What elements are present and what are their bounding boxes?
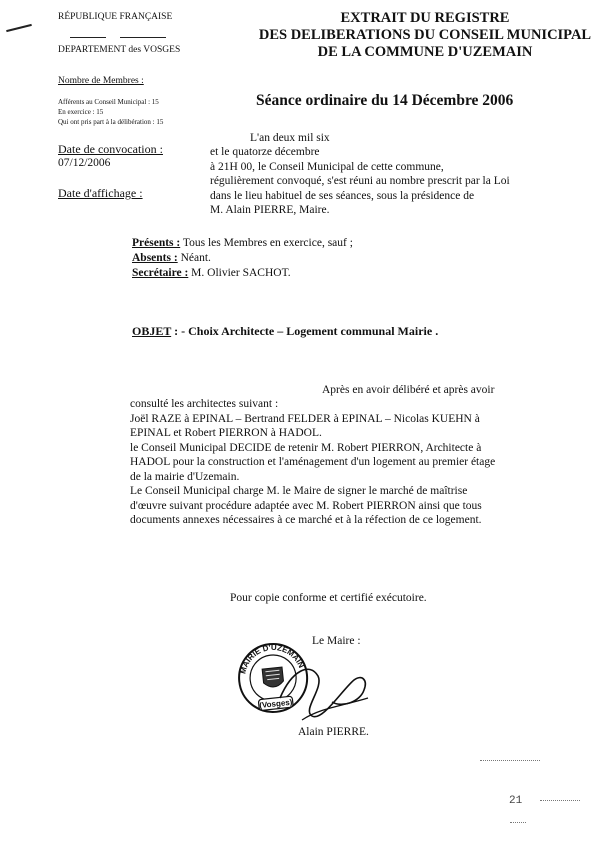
scan-artifact: [6, 24, 32, 32]
footer-dots-3: [510, 822, 526, 823]
intro-line-6: M. Alain PIERRE, Maire.: [210, 204, 330, 216]
republique-francaise: RÉPUBLIQUE FRANÇAISE: [58, 12, 173, 22]
handwritten-signature: [272, 650, 392, 730]
intro-line-3: à 21H 00, le Conseil Municipal de cette commune,: [210, 160, 444, 173]
intro-line-1: L'an deux mil six: [250, 132, 330, 144]
absents-label: Absents :: [132, 252, 178, 264]
intro-line-5: dans le lieu habituel de ses séances, sous la présidence de: [210, 189, 475, 202]
deliberation-line-1: Après en avoir délibéré et après avoir: [322, 384, 495, 396]
attendance-block: [132, 236, 353, 281]
stamp-top-text: MAIRIE D'UZEMAIN: [238, 642, 306, 675]
deliberation-line-4: EPINAL et Robert PIERRON à HADOL.: [130, 427, 322, 439]
title-line-3: DE LA COMMUNE D'UZEMAIN: [317, 44, 533, 60]
deliberation-line-9: d'œuvre suivant procédure adaptée avec M. Robert PIERRON ainsi que tous: [130, 499, 482, 512]
members-label: Nombre de Membres :: [58, 76, 144, 86]
closing-statement: Pour copie conforme et certifié exécutoire.: [230, 592, 427, 604]
presents-line: [132, 236, 353, 251]
title-line-2: DES DELIBERATIONS DU CONSEIL MUNICIPAL: [258, 27, 592, 43]
intro-line-4: régulièrement convoqué, s'est réuni au nombre prescrit par la Loi: [210, 175, 510, 187]
absents-line: [132, 251, 353, 266]
objet-label: OBJET: [132, 324, 172, 338]
presents-label: Présents :: [132, 237, 181, 249]
deliberation-line-10: documents annexes nécessaires à ce marché et à la réfection de ce logement.: [130, 514, 482, 526]
members-pris-part: Qui ont pris part à la délibération : 15: [58, 118, 164, 126]
deliberation-line-6: HADOL pour la construction et l'aménagement d'un logement au premier étage: [130, 456, 496, 468]
footer-dots-2: [540, 800, 580, 801]
departement-vosges: DEPARTEMENT des VOSGES: [58, 45, 181, 55]
deliberation-line-7: de la mairie d'Uzemain.: [130, 470, 240, 483]
convocation-label: Date de convocation :: [58, 142, 163, 156]
footer-dots: [480, 760, 540, 761]
title-line-1: EXTRAIT DU REGISTRE: [340, 10, 510, 26]
stamp-bottom-text: (Vosges): [258, 697, 293, 711]
deliberation-paragraph: [130, 397, 600, 528]
convocation-date: 07/12/2006: [58, 157, 111, 169]
mayor-name: Alain PIERRE.: [298, 726, 369, 738]
secretaire-value: M. Olivier SACHOT.: [188, 267, 291, 279]
deliberation-line-3: Joël RAZE à EPINAL – Bertrand FELDER à EPINAL – Nicolas KUEHN à: [130, 412, 480, 425]
header-rule-1: [70, 37, 106, 38]
presents-value: Tous les Membres en exercice, sauf ;: [180, 237, 353, 249]
deliberation-line-2: consulté les architectes suivant :: [130, 398, 279, 410]
secretaire-label: Secrétaire :: [132, 267, 189, 279]
intro-paragraph: [210, 145, 600, 218]
absents-value: Néant.: [177, 252, 211, 264]
seance-title: Séance ordinaire du 14 Décembre 2006: [256, 92, 514, 109]
intro-line-2: et le quatorze décembre: [210, 146, 320, 158]
secretaire-line: [132, 266, 353, 281]
affichage-label: Date d'affichage :: [58, 186, 143, 200]
header-rule-2: [120, 37, 166, 38]
members-afferents: Afférents au Conseil Municipal : 15: [58, 98, 159, 106]
objet-text: : - Choix Architecte – Logement communal Mairie .: [171, 324, 439, 338]
deliberation-line-5: le Conseil Municipal DECIDE de retenir M. Robert PIERRON, Architecte à: [130, 441, 482, 454]
footer-mark: 21: [509, 795, 523, 807]
deliberation-line-8: Le Conseil Municipal charge M. le Maire de signer le marché de maîtrise: [130, 485, 468, 497]
members-exercice: En exercice : 15: [58, 108, 104, 116]
le-maire-label: Le Maire :: [312, 635, 361, 647]
document-title: [240, 10, 600, 61]
objet-line: [132, 324, 438, 339]
